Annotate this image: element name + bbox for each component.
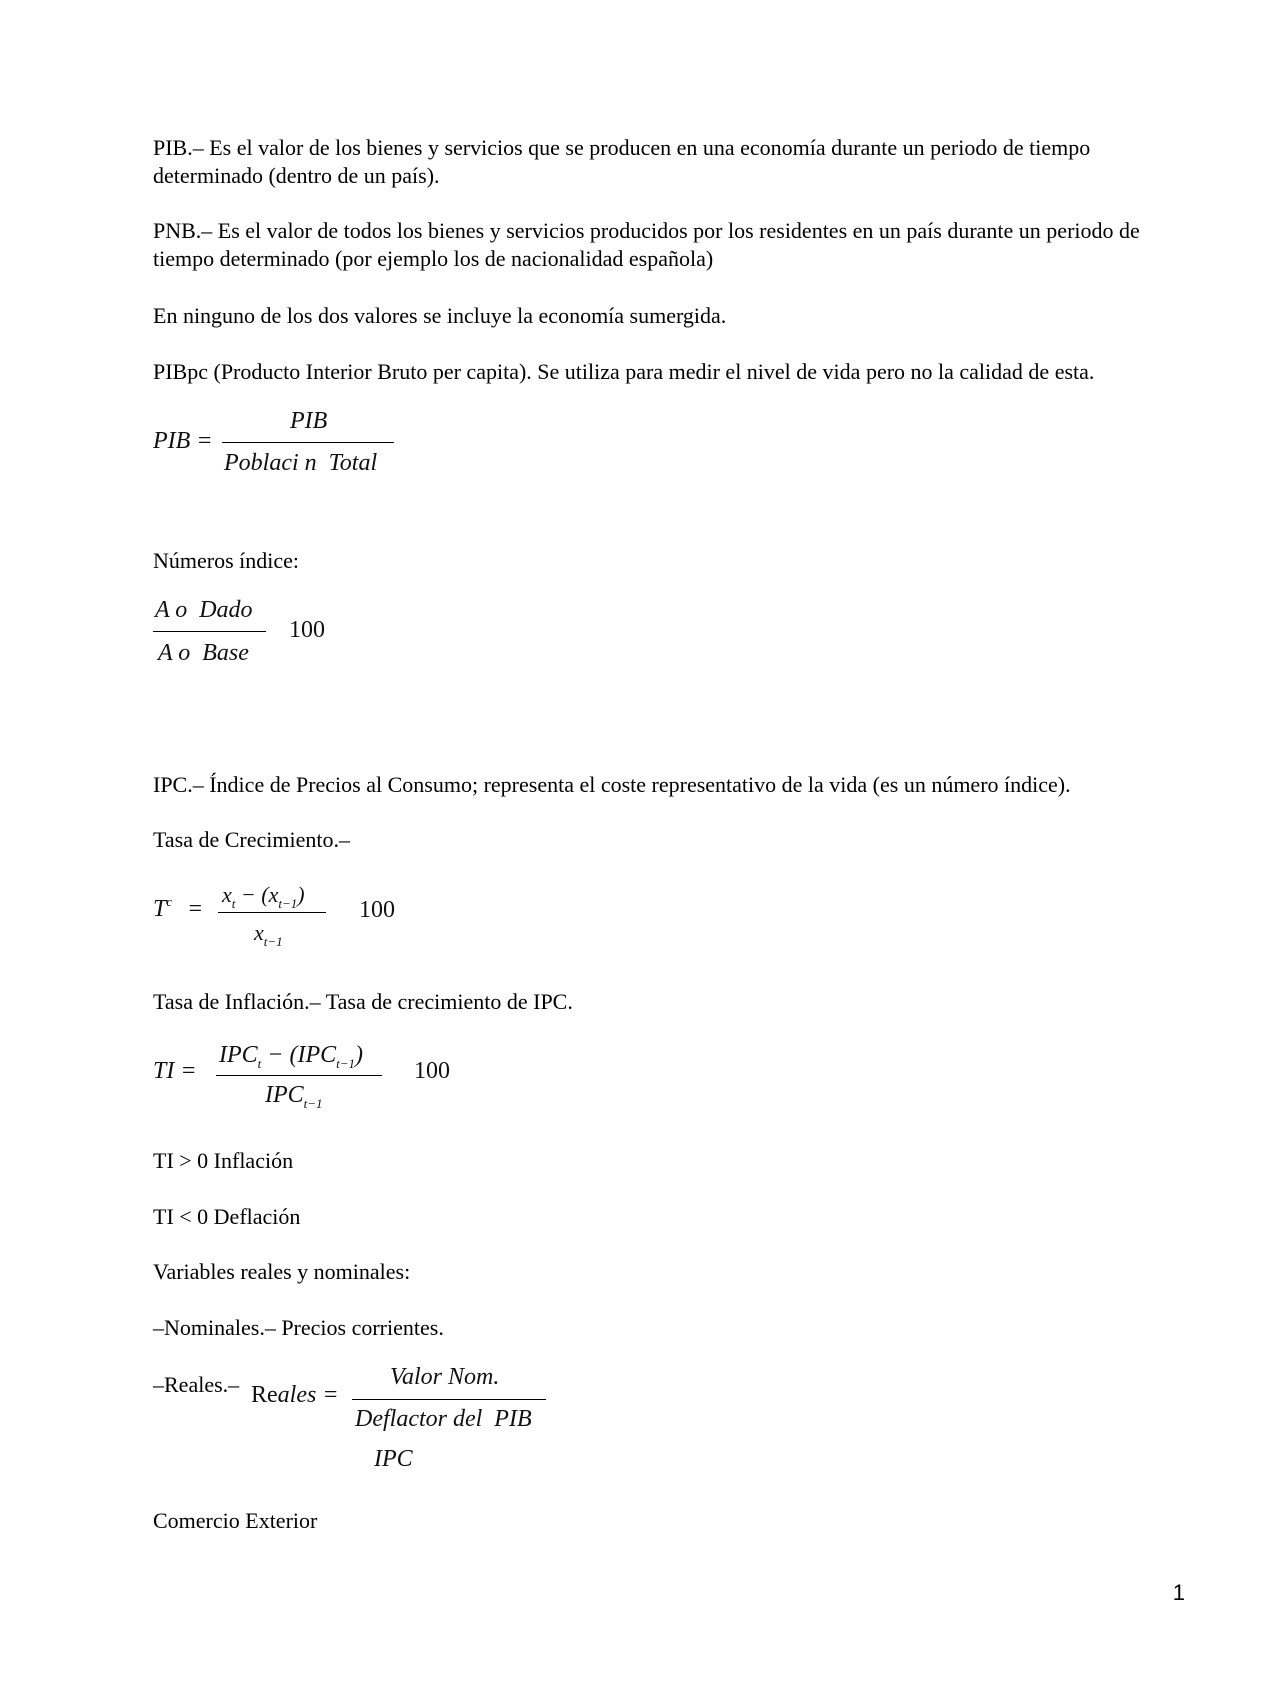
fraction-bar xyxy=(352,1399,546,1400)
fraction-bar xyxy=(218,912,326,913)
paragraph-pibpc: PIBpc (Producto Interior Bruto per capita). Se utiliza para medir el nivel de vida pero no la calidad de esta. xyxy=(153,359,1095,384)
formula-reales-ipc: IPC xyxy=(374,1446,413,1472)
paragraph-tasa-inflacion: Tasa de Inflación.– Tasa de crecimiento de IPC. xyxy=(153,989,573,1014)
formula-crecimiento-lhs: $T^c$ xyxy=(153,894,173,922)
formula-pibpc-lhs: PIB = xyxy=(153,428,213,454)
paragraph-pnb: PNB.– Es el valor de todos los bienes y servicios producidos por los residentes en un país durante un periodo de tiempo determinado (por ejemplo los de nacionalidad española) xyxy=(153,218,1140,271)
paragraph-nominales: –Nominales.– Precios corrientes. xyxy=(153,1315,444,1340)
formula-pibpc-numerator: PIB xyxy=(290,408,328,434)
paragraph-sumergida: En ninguno de los dos valores se incluye la economía sumergida. xyxy=(153,303,727,328)
formula-indice-denominator: A o Base xyxy=(158,640,249,666)
formula-crecimiento-numerator: $x_t - (x_{t-1})$ xyxy=(222,882,305,911)
paragraph-variables: Variables reales y nominales: xyxy=(153,1259,411,1284)
formula-indice-factor: 100 xyxy=(289,617,325,643)
formula-reales-lhs: Reales = xyxy=(251,1382,339,1408)
formula-inflacion-numerator: $IPC_t - (IPC_{t-1})$ xyxy=(219,1042,364,1071)
formula-inflacion-denominator: $IPC_{t-1}$ xyxy=(265,1082,323,1111)
fraction-bar xyxy=(222,442,394,443)
formula-indice-numerator: A o Dado xyxy=(155,597,253,623)
paragraph-tasa-crecimiento: Tasa de Crecimiento.– xyxy=(153,827,351,852)
paragraph-ti-deflacion: TI < 0 Deflación xyxy=(153,1204,301,1229)
formula-reales-denominator: Deflactor del PIB xyxy=(355,1406,532,1432)
fraction-bar xyxy=(153,631,266,632)
formula-reales-numerator: Valor Nom. xyxy=(390,1364,500,1390)
formula-crecimiento-factor: 100 xyxy=(359,897,395,923)
paragraph-pib: PIB.– Es el valor de los bienes y servicios que se producen en una economía durante un periodo de tiempo determinado (dentro de un país). xyxy=(153,135,1091,188)
page-number: 1 xyxy=(1172,1580,1185,1605)
formula-inflacion-lhs: TI = xyxy=(153,1058,197,1084)
formula-crecimiento-equals: = xyxy=(187,896,204,922)
fraction-bar xyxy=(216,1075,382,1076)
formula-inflacion-factor: 100 xyxy=(414,1058,450,1084)
paragraph-ipc: IPC.– Índice de Precios al Consumo; representa el coste representativo de la vida (es un número índice). xyxy=(153,772,1071,797)
formula-pibpc-denominator: Poblaci n Total xyxy=(224,450,378,476)
formula-crecimiento-denominator: $x_{t-1}$ xyxy=(254,920,283,949)
paragraph-numeros-indice: Números índice: xyxy=(153,548,300,573)
paragraph-ti-inflacion: TI > 0 Inflación xyxy=(153,1148,294,1173)
paragraph-reales: –Reales.– xyxy=(153,1372,240,1397)
paragraph-comercio-exterior: Comercio Exterior xyxy=(153,1508,318,1533)
